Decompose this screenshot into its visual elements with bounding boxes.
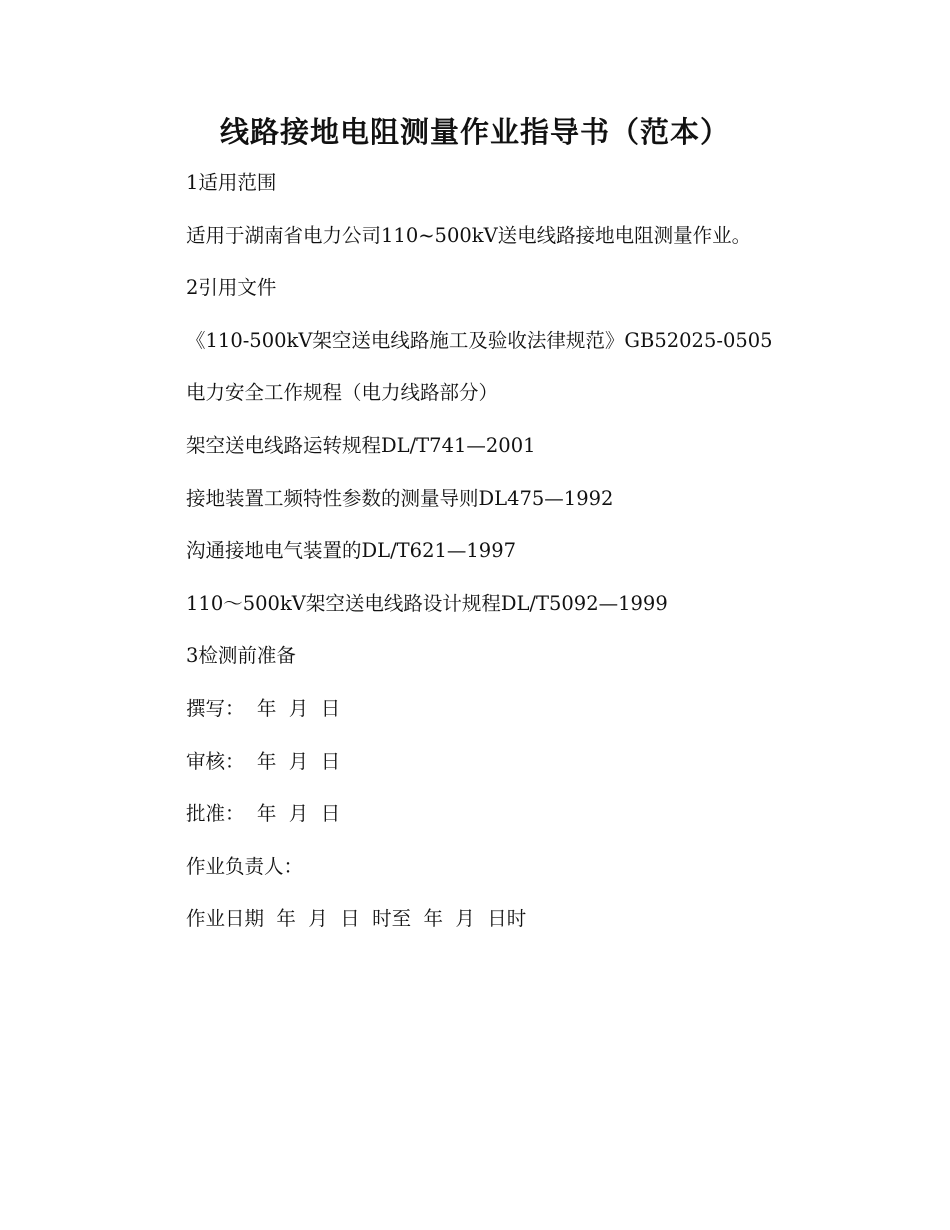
work-date: 作业日期 年 月 日 时至 年 月 日时: [186, 907, 527, 931]
signoff-reviewed: 审核： 年 月 日: [186, 749, 341, 773]
reference-item: 架空送电线路运转规程DL/T741—2001: [186, 433, 536, 457]
section-heading-scope: 1适用范围: [186, 171, 277, 194]
reference-item: 《110-500kV架空送电线路施工及验收法律规范》GB52025-0505: [186, 328, 773, 352]
section-heading-preparation: 3检测前准备: [186, 644, 296, 668]
document-body: [186, 168, 886, 957]
signoff-written: 撰写： 年 月 日: [186, 696, 341, 720]
paragraph-scope: 适用于湖南省电力公司110~500kV送电线路接地电阻测量作业。: [186, 223, 752, 247]
reference-item: 接地装置工频特性参数的测量导则DL475—1992: [186, 486, 614, 510]
reference-item: 沟通接地电气装置的DL/T621—1997: [186, 539, 517, 563]
document-title: 线路接地电阻测量作业指导书（范本）: [219, 115, 730, 149]
reference-item: 电力安全工作规程（电力线路部分）: [186, 381, 499, 405]
signoff-approved: 批准： 年 月 日: [186, 802, 341, 826]
responsible-person: 作业负责人：: [186, 854, 304, 878]
section-heading-references: 2引用文件: [186, 276, 277, 300]
reference-item: 110～500kV架空送电线路设计规程DL/T5092—1999: [186, 591, 668, 615]
